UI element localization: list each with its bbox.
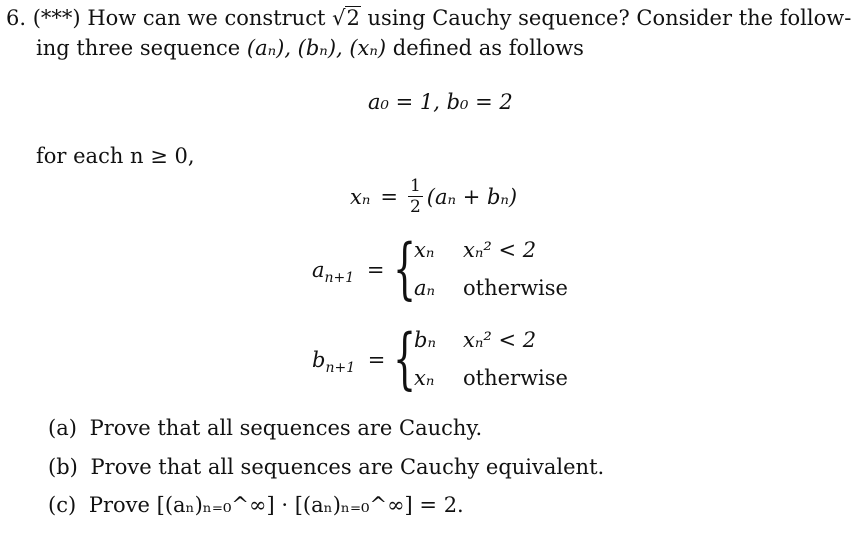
part-a-text: Prove that all sequences are Cauchy. [89,416,483,440]
b-next-symbol: b [312,348,326,372]
a-case-2-value: aₙ [414,276,436,300]
part-c-text: Prove [(aₙ)ₙ₌₀^∞] · [(aₙ)ₙ₌₀^∞] = 2. [88,493,464,517]
sqrt-icon: √ [332,6,346,30]
b-next-lhs [312,348,385,376]
part-b-text: Prove that all sequences are Cauchy equivalent. [90,455,605,479]
x-rhs: (aₙ + bₙ) [426,184,518,209]
part-a [48,416,482,440]
part-c [48,493,464,517]
b-next-equals: = [367,348,386,372]
a-cases-brace-icon: { [393,230,417,307]
one-half-fraction [408,176,423,217]
part-a-label: (a) [48,416,77,440]
a-next-equals: = [366,258,385,282]
b-case-2-condition: otherwise [463,366,568,390]
sqrt-expression [332,6,361,30]
a-next-subscript: n+1 [324,270,355,286]
a-case-1-value: xₙ [414,238,435,262]
b-next-subscript: n+1 [325,360,356,376]
difficulty-stars: (***) [32,6,81,30]
sqrt-argument: 2 [346,6,360,30]
a-case-2-condition: otherwise [463,276,568,300]
line2-text-a: ing three sequence [36,36,241,60]
for-each-text: for each n ≥ 0, [36,144,195,168]
problem-number: 6. [6,6,27,30]
line2-text-b: defined as follows [392,36,584,60]
b-case-2-value: xₙ [414,366,435,390]
problem-line-1 [6,6,851,30]
fraction-denominator: 2 [409,197,421,217]
b-case-1-condition: xₙ² < 2 [463,328,537,352]
x-lhs: xₙ [350,184,371,209]
b-case-1-value: bₙ [414,328,436,352]
a-next-lhs [312,258,384,286]
intro-text-1: How can we construct [87,6,326,30]
sequence-list: (aₙ), (bₙ), (xₙ) [246,36,387,60]
b-cases-brace-icon: { [393,320,417,397]
part-c-label: (c) [48,493,77,517]
a-next-symbol: a [312,258,325,282]
fraction-numerator: 1 [409,176,421,196]
intro-text-2: using Cauchy sequence? Consider the follow- [367,6,852,30]
part-b-label: (b) [48,455,78,479]
initial-values: a₀ = 1, b₀ = 2 [368,90,513,114]
x-definition [350,176,517,217]
x-equals: = [380,184,398,209]
a-case-1-condition: xₙ² < 2 [463,238,537,262]
problem-line-2 [36,36,584,60]
part-b [48,455,604,479]
